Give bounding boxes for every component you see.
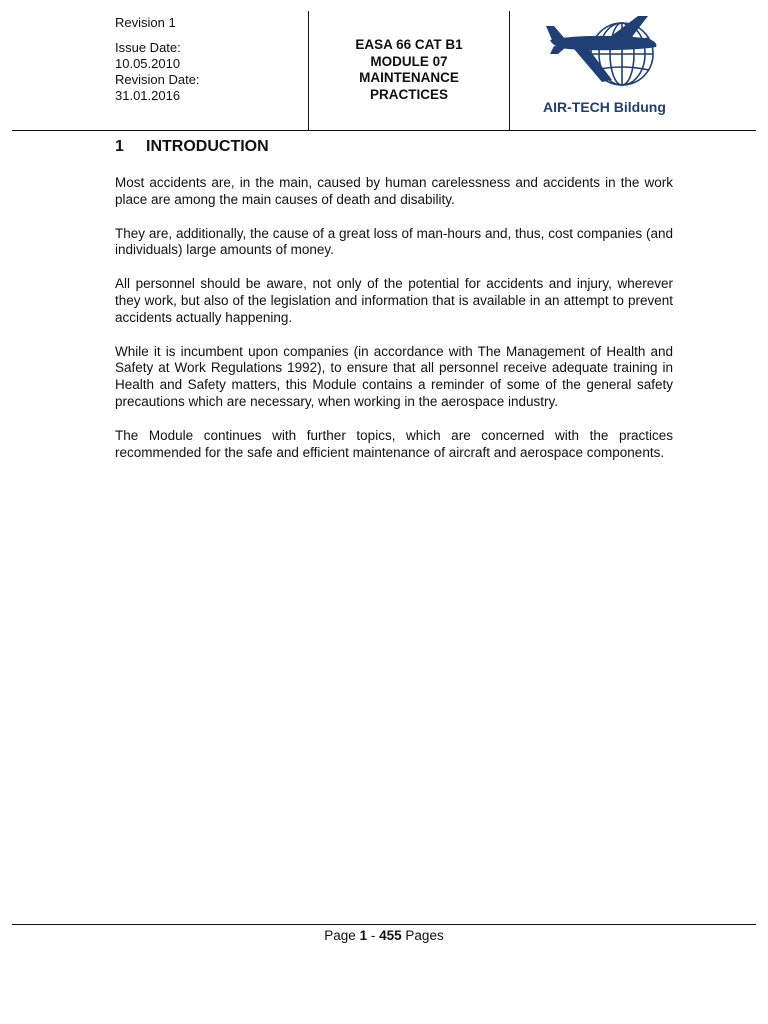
paragraph: The Module continues with further topics, which are concerned with the practices recommended for the safe and efficient maintenance of aircraft and aerospace components. [115, 427, 673, 460]
footer-prefix: Page [324, 928, 356, 943]
issue-date: 10.05.2010 [115, 56, 181, 71]
paragraph: While it is incumbent upon companies (in accordance with The Management of Health and Safety at Work Regulations 1992), to ensure that all personnel receive adequate training in Health and Safety matters, this Module contains a reminder of some of the general safety precautions which are necessary, when working in the aerospace industry. [115, 343, 673, 409]
footer-rule [12, 924, 756, 925]
header-meta [115, 15, 300, 104]
module-title-line: MAINTENANCE [359, 70, 459, 85]
page-number: 1 [359, 928, 368, 943]
revision-date: 31.01.2016 [115, 88, 181, 103]
section-number: 1 [115, 138, 124, 155]
logo-text: AIR-TECH Bildung [543, 99, 666, 115]
body-content [115, 175, 673, 478]
module-title-line: MODULE 07 [370, 53, 448, 69]
airplane-globe-icon [546, 14, 664, 98]
header-rule [12, 130, 756, 131]
air-tech-logo [540, 14, 664, 120]
revision-date-label: Revision Date: [115, 72, 200, 87]
issue-date-label: Issue Date: [115, 40, 181, 55]
footer-suffix: Pages [405, 928, 444, 943]
footer-separator: - [370, 928, 376, 943]
paragraph: They are, additionally, the cause of a great loss of man-hours and, thus, cost companies (and individuals) large amounts of money. [115, 225, 673, 258]
section-title: INTRODUCTION [146, 138, 269, 155]
revision-label: Revision 1 [115, 15, 176, 30]
paragraph: All personnel should be aware, not only of the potential for accidents and injury, wherever they work, but also of the legislation and information that is available in an attempt to prevent accidents actually happening. [115, 276, 673, 325]
paragraph: Most accidents are, in the main, caused by human carelessness and accidents in the work place are among the main causes of death and disability. [115, 175, 673, 207]
module-title [309, 37, 509, 103]
section-heading [115, 138, 269, 156]
page-total: 455 [379, 928, 402, 943]
module-title-line: EASA 66 CAT B1 [355, 37, 463, 52]
page-footer [0, 928, 768, 943]
module-title-line: PRACTICES [369, 86, 448, 102]
header-divider-right [509, 11, 510, 130]
